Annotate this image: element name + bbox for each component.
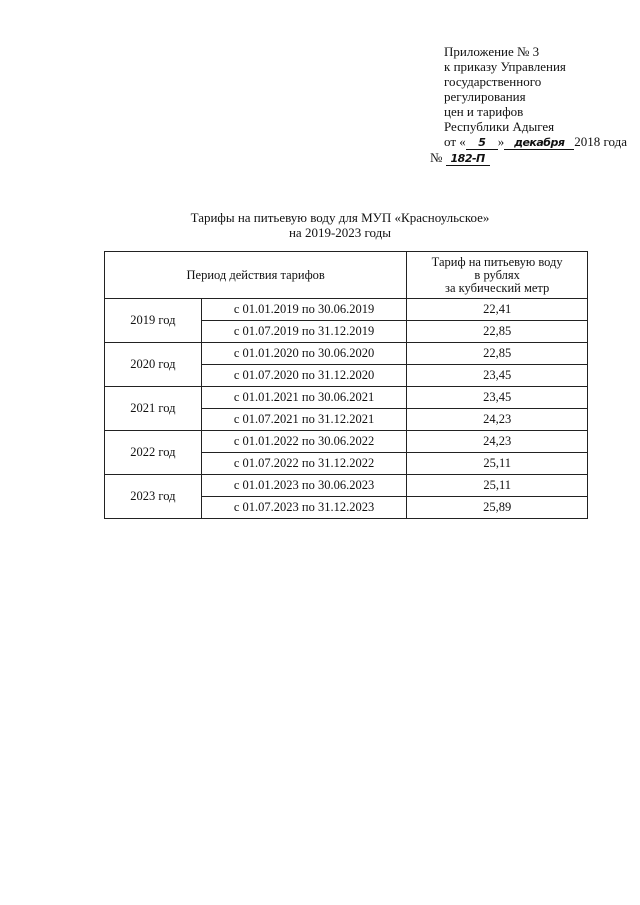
- tariff-value-cell: 24,23: [407, 409, 588, 431]
- period-range-cell: с 01.07.2021 по 31.12.2021: [201, 409, 407, 431]
- handwritten-number: 182-П: [446, 153, 490, 166]
- tariff-value-cell: 22,85: [407, 343, 588, 365]
- tariff-value-cell: 23,45: [407, 387, 588, 409]
- year-cell: 2020 год: [105, 343, 202, 387]
- period-range-cell: с 01.01.2020 по 30.06.2020: [201, 343, 407, 365]
- handwritten-day: 5: [466, 137, 498, 150]
- header-tariff-line: за кубический метр: [445, 280, 550, 295]
- appendix-line: цен и тарифов: [444, 104, 524, 119]
- appendix-line: государственного: [444, 74, 542, 89]
- number-prefix: №: [430, 150, 443, 165]
- table-header-row: [105, 252, 588, 299]
- title-line-1: Тарифы на питьевую воду для МУП «Красноульское»: [190, 210, 490, 225]
- year-cell: 2023 год: [105, 475, 202, 519]
- tariff-value-cell: 22,85: [407, 321, 588, 343]
- tariff-value-cell: 23,45: [407, 365, 588, 387]
- table-row: [105, 343, 588, 365]
- appendix-line: к приказу Управления: [444, 59, 566, 74]
- tariff-value-cell: 25,89: [407, 497, 588, 519]
- document-title: [120, 210, 560, 240]
- appendix-line: Приложение № 3: [444, 44, 540, 59]
- table-row: [105, 431, 588, 453]
- title-line-2: на 2019-2023 годы: [288, 225, 392, 240]
- header-period: Период действия тарифов: [105, 252, 407, 299]
- period-range-cell: с 01.01.2022 по 30.06.2022: [201, 431, 407, 453]
- period-range-cell: с 01.07.2022 по 31.12.2022: [201, 453, 407, 475]
- period-range-cell: с 01.01.2023 по 30.06.2023: [201, 475, 407, 497]
- order-date: [430, 134, 630, 150]
- period-range-cell: с 01.07.2020 по 31.12.2020: [201, 365, 407, 387]
- handwritten-month: декабря: [504, 137, 574, 150]
- table-row: [105, 387, 588, 409]
- year-cell: 2022 год: [105, 431, 202, 475]
- date-prefix: от «: [444, 134, 466, 149]
- year-cell: 2019 год: [105, 299, 202, 343]
- period-range-cell: с 01.01.2021 по 30.06.2021: [201, 387, 407, 409]
- date-suffix: 2018 года: [574, 134, 628, 149]
- header-tariff: [407, 252, 588, 299]
- tariff-value-cell: 24,23: [407, 431, 588, 453]
- appendix-line: регулирования: [444, 89, 526, 104]
- header-tariff-line: в рублях: [474, 267, 520, 282]
- table-row: [105, 299, 588, 321]
- period-range-cell: с 01.07.2019 по 31.12.2019: [201, 321, 407, 343]
- date-mid: »: [497, 134, 505, 149]
- table-body: [105, 299, 588, 519]
- year-cell: 2021 год: [105, 387, 202, 431]
- table-row: [105, 475, 588, 497]
- appendix-line: Республики Адыгея: [444, 119, 555, 134]
- tariff-table: [104, 251, 588, 519]
- period-range-cell: с 01.07.2023 по 31.12.2023: [201, 497, 407, 519]
- tariff-value-cell: 25,11: [407, 475, 588, 497]
- order-number: [430, 150, 630, 166]
- header-tariff-line: Тариф на питьевую воду: [431, 254, 563, 269]
- tariff-value-cell: 25,11: [407, 453, 588, 475]
- period-range-cell: с 01.01.2019 по 30.06.2019: [201, 299, 407, 321]
- appendix-block: [430, 44, 630, 166]
- tariff-value-cell: 22,41: [407, 299, 588, 321]
